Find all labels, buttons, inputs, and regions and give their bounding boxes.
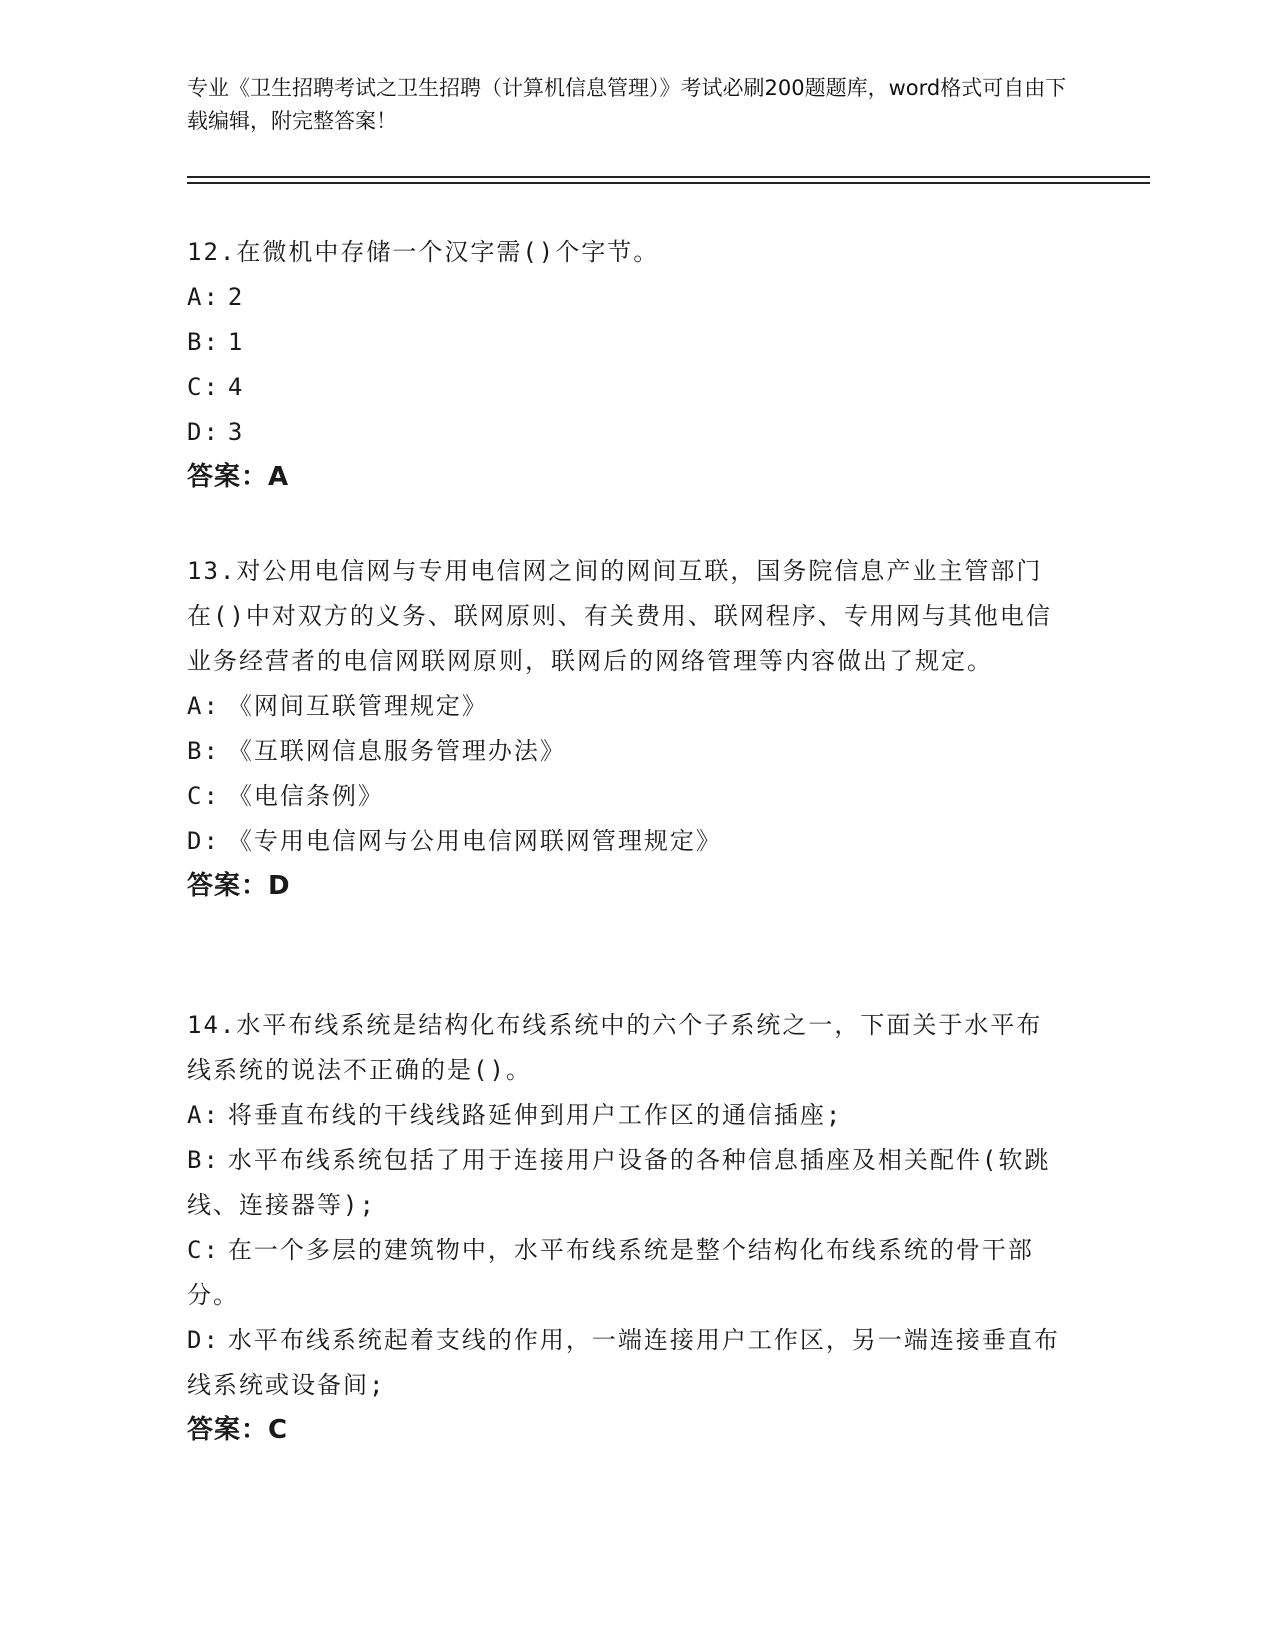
option-a bbox=[187, 275, 1067, 320]
option-text: 水平布线系统包括了用于连接用户设备的各种信息插座及相关配件(软跳线、连接器等); bbox=[187, 1146, 1051, 1219]
option-text: 《网间互联管理规定》 bbox=[227, 692, 488, 720]
option-key: B: bbox=[187, 1146, 220, 1174]
option-text: 4 bbox=[227, 373, 245, 401]
option-key: D: bbox=[187, 827, 220, 855]
option-text: 《电信条例》 bbox=[227, 782, 384, 810]
option-b bbox=[187, 729, 1067, 774]
document-header: 专业《卫生招聘考试之卫生招聘（计算机信息管理）》考试必刷200题题库，word格式可自由下载编辑，附完整答案！ bbox=[187, 76, 1067, 133]
answer-line: 答案：C bbox=[187, 1415, 289, 1445]
option-text: 《互联网信息服务管理办法》 bbox=[227, 737, 566, 765]
option-b bbox=[187, 1138, 1067, 1228]
option-c bbox=[187, 365, 1067, 410]
option-text: 将垂直布线的干线线路延伸到用户工作区的通信插座; bbox=[227, 1101, 843, 1129]
question-stem: 13.对公用电信网与专用电信网之间的网间互联，国务院信息产业主管部门在()中对双方的义务、联网原则、有关费用、联网程序、专用网与其他电信业务经营者的电信网联网原则，联网后的网络管理等内容做出了规定。 bbox=[187, 557, 1052, 675]
option-text: 3 bbox=[227, 418, 245, 446]
option-text: 水平布线系统起着支线的作用，一端连接用户工作区，另一端连接垂直布线系统或设备间; bbox=[187, 1326, 1060, 1399]
option-key: C: bbox=[187, 373, 220, 401]
option-key: A: bbox=[187, 283, 220, 311]
answer-line: 答案：A bbox=[187, 462, 290, 492]
option-d bbox=[187, 819, 1067, 864]
option-a bbox=[187, 684, 1067, 729]
question-block bbox=[187, 549, 1067, 909]
option-text: 《专用电信网与公用电信网联网管理规定》 bbox=[227, 827, 722, 855]
header-divider-line bbox=[187, 176, 1150, 178]
option-d bbox=[187, 410, 1067, 455]
option-key: C: bbox=[187, 1236, 220, 1264]
answer-line: 答案：D bbox=[187, 871, 291, 901]
option-key: A: bbox=[187, 692, 220, 720]
option-b bbox=[187, 320, 1067, 365]
option-key: D: bbox=[187, 1326, 220, 1354]
option-key: C: bbox=[187, 782, 220, 810]
option-key: B: bbox=[187, 328, 220, 356]
option-text: 在一个多层的建筑物中，水平布线系统是整个结构化布线系统的骨干部分。 bbox=[187, 1236, 1034, 1309]
option-key: D: bbox=[187, 418, 220, 446]
option-a bbox=[187, 1093, 1067, 1138]
question-block bbox=[187, 230, 1067, 500]
question-stem: 14.水平布线系统是结构化布线系统中的六个子系统之一，下面关于水平布线系统的说法不正确的是()。 bbox=[187, 1011, 1043, 1084]
option-c bbox=[187, 1228, 1067, 1318]
header-divider-line bbox=[187, 182, 1150, 184]
option-d bbox=[187, 1318, 1067, 1408]
option-text: 2 bbox=[227, 283, 245, 311]
option-text: 1 bbox=[227, 328, 245, 356]
option-c bbox=[187, 774, 1067, 819]
option-key: B: bbox=[187, 737, 220, 765]
option-key: A: bbox=[187, 1101, 220, 1129]
question-block bbox=[187, 1003, 1067, 1453]
question-stem: 12.在微机中存储一个汉字需()个字节。 bbox=[187, 238, 660, 266]
